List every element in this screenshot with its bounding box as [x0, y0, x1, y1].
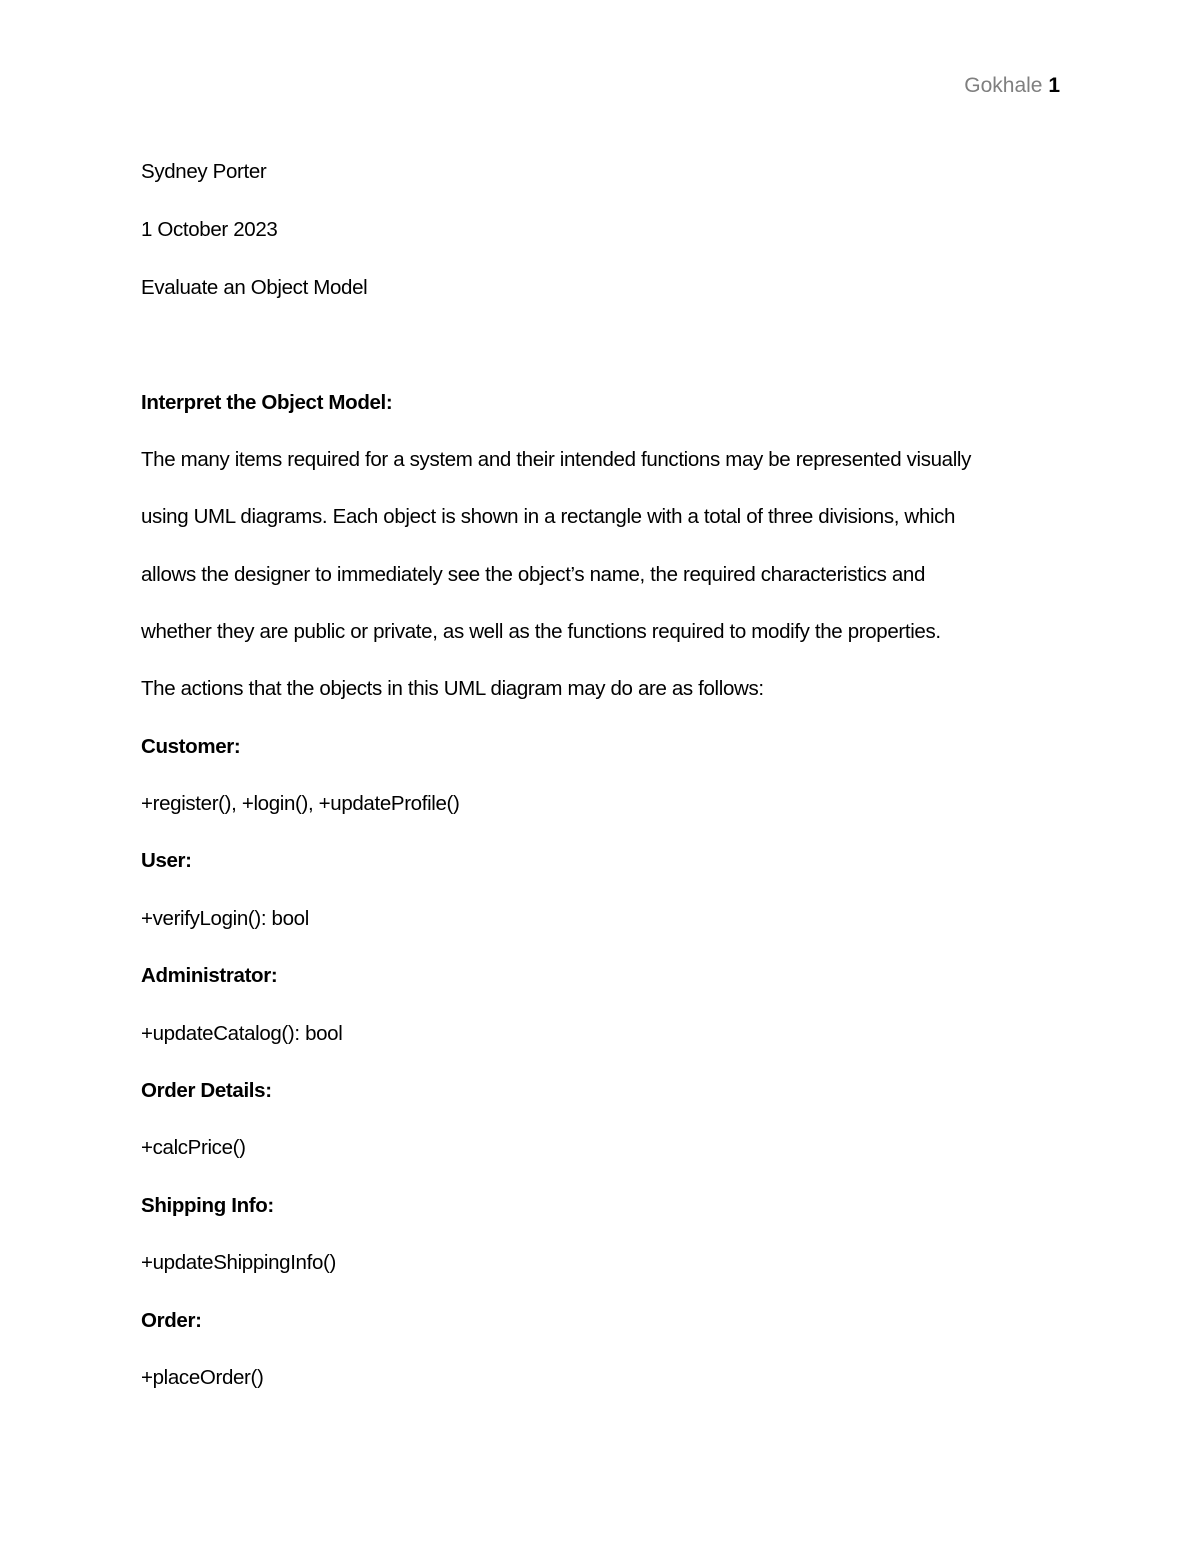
- student-name: Sydney Porter: [141, 160, 267, 183]
- document-date: 1 October 2023: [141, 218, 278, 241]
- paragraph-line: using UML diagrams. Each object is shown in a rectangle with a total of three divisions, which: [141, 505, 956, 528]
- header-author: Gokhale: [964, 74, 1043, 97]
- running-head: [964, 72, 1060, 100]
- object-methods: +updateShippingInfo(): [141, 1251, 336, 1274]
- object-name: Shipping Info:: [141, 1194, 274, 1217]
- document-title: Evaluate an Object Model: [141, 276, 368, 299]
- section-heading: Interpret the Object Model:: [141, 391, 393, 414]
- object-name: Customer:: [141, 735, 241, 758]
- paragraph-line: The actions that the objects in this UML diagram may do are as follows:: [141, 677, 764, 700]
- object-name: User:: [141, 849, 192, 872]
- object-name: Order Details:: [141, 1079, 272, 1102]
- header-page-number: 1: [1048, 74, 1060, 97]
- object-methods: +verifyLogin(): bool: [141, 907, 309, 930]
- object-name: Order:: [141, 1309, 202, 1332]
- paragraph-line: The many items required for a system and their intended functions may be represented visually: [141, 448, 972, 471]
- paragraph-line: whether they are public or private, as well as the functions required to modify the properties.: [141, 620, 941, 643]
- object-methods: +calcPrice(): [141, 1136, 246, 1159]
- object-methods: +register(), +login(), +updateProfile(): [141, 792, 460, 815]
- object-name: Administrator:: [141, 964, 278, 987]
- object-methods: +placeOrder(): [141, 1366, 264, 1389]
- object-methods: +updateCatalog(): bool: [141, 1022, 343, 1045]
- paragraph-line: allows the designer to immediately see the object’s name, the required characteristics and: [141, 563, 925, 586]
